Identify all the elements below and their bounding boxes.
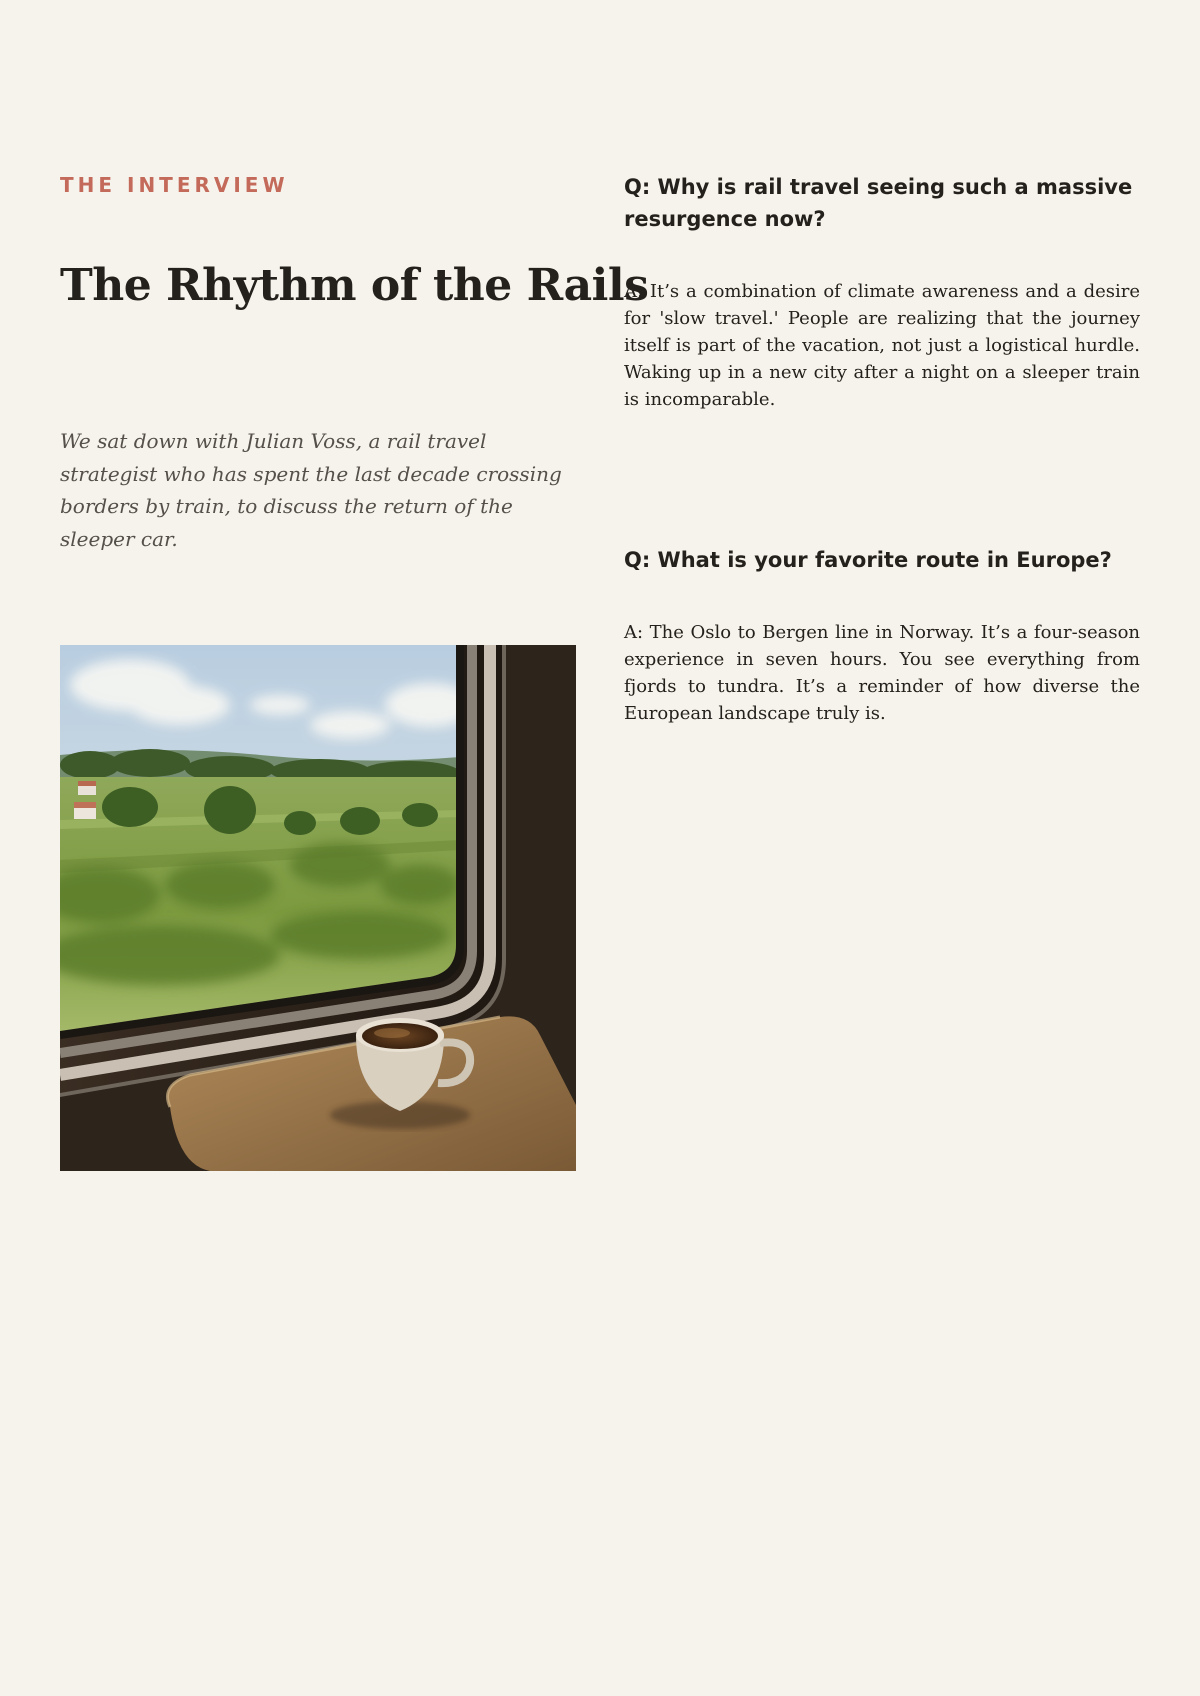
interview-question-1: Q: Why is rail travel seeing such a massive resurgence now? xyxy=(624,175,1133,231)
article-standfirst: We sat down with Julian Voss, a rail travel strategist who has spent the last decade crossing borders by train, to discuss the return of the sleeper car. xyxy=(60,429,562,551)
interview-answer-2: A: The Oslo to Bergen line in Norway. It’s a four-season experience in seven hours. You see everything from fjords to tundra. It’s a reminder of how diverse the European landscape truly is. xyxy=(624,622,1140,724)
section-kicker: THE INTERVIEW xyxy=(60,173,289,197)
interview-question-2: Q: What is your favorite route in Europe? xyxy=(624,548,1112,572)
train-window-photo xyxy=(60,645,576,1171)
interview-answer-1: A: It’s a combination of climate awareness and a desire for 'slow travel.' People are realizing that the journey itself is part of the vacation, not just a logistical hurdle. Waking up in a new city after a night on a sleeper train is incomparable. xyxy=(624,281,1140,410)
article-title: The Rhythm of the Rails xyxy=(60,260,649,311)
